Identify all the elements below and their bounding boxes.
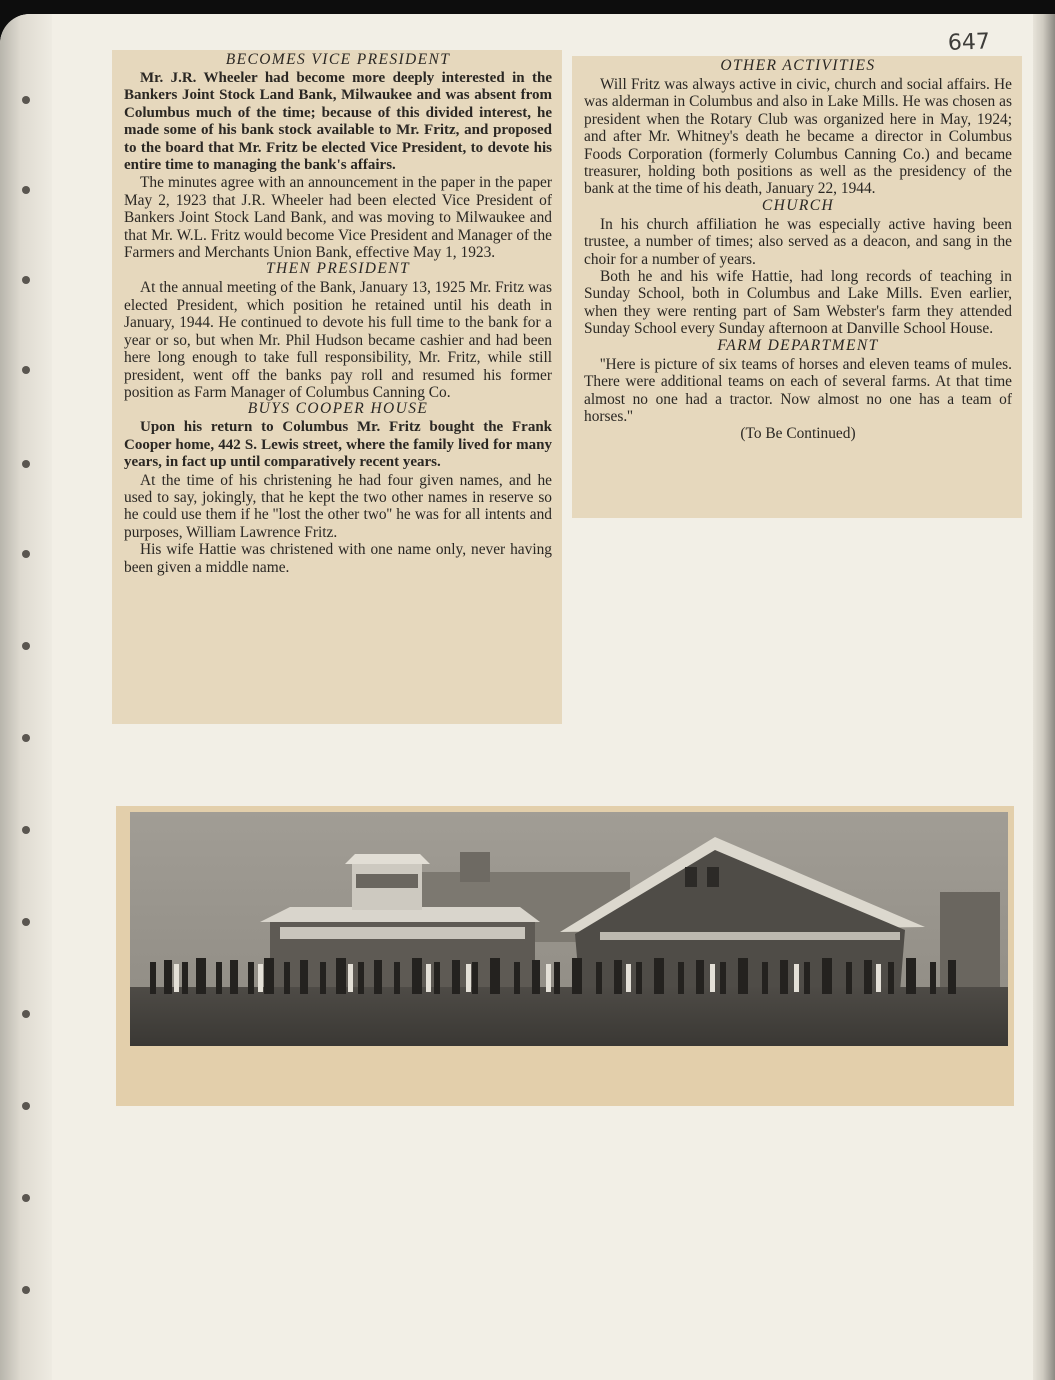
article-paragraph: The minutes agree with an announcement in the paper in the paper May 2, 1923 that J.R. Wheeler had been elected Vice President of Bankers Joint Stock Land Bank, and was moving to Milwaukee and that Mr. W.L. Fritz would become Vice President and Manager of the Farmers and Merchants Union Bank, effective May 1, 1923. [124, 174, 552, 262]
binding-strip [0, 14, 52, 1380]
continued-note: (To Be Continued) [740, 425, 856, 443]
farm-buildings-teams-image [130, 812, 1008, 1046]
binding-hole [22, 460, 30, 468]
binding-hole [22, 276, 30, 284]
binding-hole [22, 96, 30, 104]
article-paragraph: At the time of his christening he had four given names, and he used to say, jokingly, that he kept the two other names in reserve so he could use them if he ''lost the other two'' he was for all intents and purposes, William Lawrence Fritz. [124, 471, 552, 541]
section-heading-church: CHURCH [761, 196, 835, 214]
section-heading-other-activities: OTHER ACTIVITIES [720, 57, 876, 74]
binding-hole [22, 826, 30, 834]
binding-hole [22, 918, 30, 926]
binding-hole [22, 734, 30, 742]
section-heading-then-president: THEN PRESIDENT [265, 260, 411, 278]
binding-hole [22, 642, 30, 650]
article-paragraph: ''Here is picture of six teams of horses and eleven teams of mules. There were additional teams on each of several farms. At that time almost no one had a tractor. Now almost no one has a team of horses.'' [584, 355, 1012, 425]
article-paragraph: Both he and his wife Hattie, had long records of teaching in Sunday School, both in Columbus and Lake Mills. Even earlier, when they were renting part of Sam Webster's farm they attended Sunday School every Sunday afternoon at Danville School House. [584, 268, 1012, 338]
article-paragraph: Will Fritz was always active in civic, church and social affairs. He was alderman in Columbus and also in Lake Mills. He was chosen as president when the Rotary Club was organized here in May, 1924; and after Mr. Whitney's death he became a director in Columbus Foods Corporation (formerly Columbus Canning Co.) and became treasurer, holding both positions as well as the presidency of the bank at the time of his death, January 22, 1944. [584, 76, 1012, 198]
binding-hole [22, 550, 30, 558]
section-heading-cooper-house: BUYS COOPER HOUSE [247, 400, 429, 418]
article-paragraph: Upon his return to Columbus Mr. Fritz bought the Frank Cooper home, 442 S. Lewis street, where the family lived for many years, in fact up until comparatively recent years. [124, 419, 552, 471]
article-paragraph: Mr. J.R. Wheeler had become more deeply interested in the Bankers Joint Stock Land Bank, Milwaukee and was absent from Columbus much of the time; because of this divided interest, he made some of his bank stock available to Mr. Fritz, and proposed to the board that Mr. Fritz be elected Vice President, to devote his entire time to managing the bank's affairs. [124, 70, 552, 174]
article-paragraph: At the annual meeting of the Bank, January 13, 1925 Mr. Fritz was elected President, which position he retained until his death in January, 1944. He continued to devote his full time to the bank for a year or so, but when Mr. Phil Hudson became cashier and had been here long enough to take full responsibility, Mr. Fritz, while still president, went off the banks pay roll and resumed his former position as Farm Manager of Columbus Canning Co. [124, 279, 552, 401]
page-number: 647 [947, 29, 991, 56]
binding-hole [22, 1102, 30, 1110]
newspaper-clipping-right [572, 56, 1022, 518]
binding-hole [22, 1194, 30, 1202]
section-heading-farm-department: FARM DEPARTMENT [717, 336, 879, 354]
page-edge [1033, 14, 1055, 1380]
farm-photograph [130, 812, 1008, 1046]
binding-hole [22, 186, 30, 194]
binding-hole [22, 1010, 30, 1018]
article-paragraph: His wife Hattie was christened with one name only, never having been given a middle name. [124, 541, 552, 576]
article-paragraph: In his church affiliation he was especially active having been trustee, a number of times; also served as a deacon, and sang in the choir for a number of years. [584, 215, 1012, 268]
section-heading-vice-president: BECOMES VICE PRESIDENT [225, 51, 451, 68]
binding-hole [22, 366, 30, 374]
newspaper-clipping-left [112, 50, 562, 724]
binding-hole [22, 1286, 30, 1294]
